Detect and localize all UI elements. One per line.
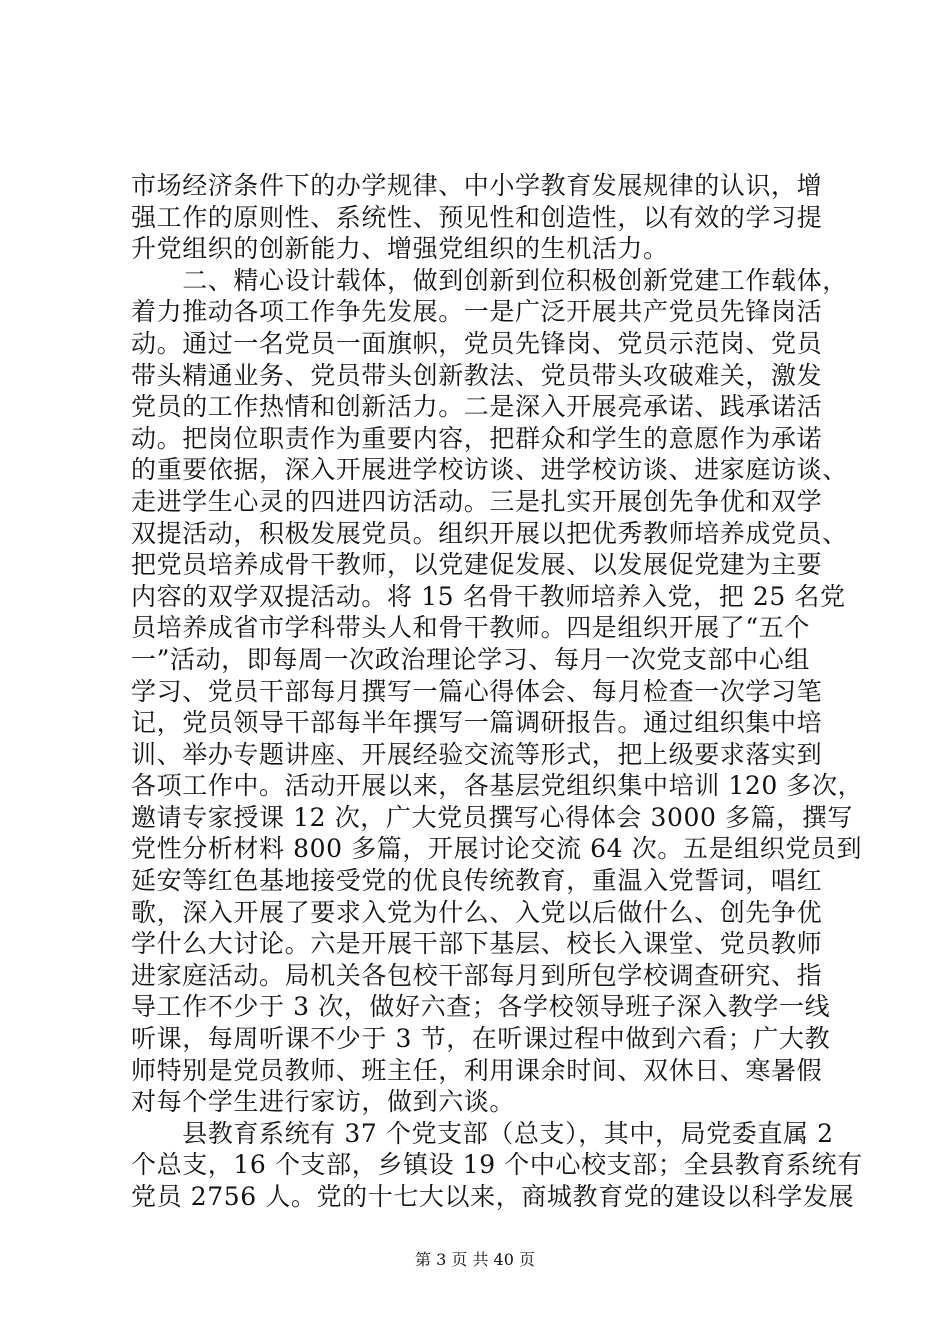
text-line: 记，党员领导干部每半年撰写一篇调研报告。通过组织集中培 bbox=[131, 708, 823, 738]
text-line: 动。通过一名党员一面旗帜，党员先锋岗、党员示范岗、党员 bbox=[131, 328, 823, 358]
text-line: 升党组织的创新能力、增强党组织的生机活力。 bbox=[131, 234, 669, 264]
text-line: 歌，深入开展了要求入党为什么、入党以后做什么、创先争优 bbox=[131, 897, 823, 927]
text-line: 双提活动，积极发展党员。组织开展以把优秀教师培养成党员、 bbox=[131, 518, 848, 548]
text-line: 党员 2756 人。党的十七大以来，商城教育党的建设以科学发展 bbox=[131, 1182, 855, 1211]
text-line: 市场经济条件下的办学规律、中小学教育发展规律的认识，增 bbox=[131, 171, 823, 200]
text-line: 党员的工作热情和创新活力。二是深入开展亮承诺、践承诺活 bbox=[131, 392, 823, 422]
text-line: 走进学生心灵的四进四访活动。三是扎实开展创先争优和双学 bbox=[131, 486, 823, 516]
text-line: 对每个学生进行家访，做到六谈。 bbox=[131, 1087, 516, 1117]
text-line: 把党员培养成骨干教师，以党建促发展、以发展促党建为主要 bbox=[131, 550, 823, 580]
text-line: 强工作的原则性、系统性、预见性和创造性，以有效的学习提 bbox=[131, 202, 823, 232]
text-line: 训、举办专题讲座、开展经验交流等形式，把上级要求落实到 bbox=[131, 739, 823, 769]
text-line: 学什么大讨论。六是开展干部下基层、校长入课堂、党员教师 bbox=[131, 929, 823, 959]
text-line: 延安等红色基地接受党的优良传统教育，重温入党誓词，唱红 bbox=[131, 866, 823, 896]
text-line: 二、精心设计载体，做到创新到位积极创新党建工作载体， bbox=[131, 265, 848, 295]
text-line: 导工作不少于 3 次，做好六查；各学校领导班子深入教学一线 bbox=[131, 992, 831, 1022]
text-line: 县教育系统有 37 个党支部（总支），其中，局党委直属 2 bbox=[131, 1118, 834, 1148]
text-line: 个总支，16 个支部，乡镇设 19 个中心校支部；全县教育系统有 bbox=[131, 1150, 863, 1180]
text-line: 带头精通业务、党员带头创新教法、党员带头攻破难关，激发 bbox=[131, 360, 823, 390]
text-line: 一”活动，即每周一次政治理论学习、每月一次党支部中心组 bbox=[131, 644, 810, 674]
text-line: 进家庭活动。局机关各包校干部每月到所包学校调查研究、指 bbox=[131, 960, 823, 990]
text-line: 动。把岗位职责作为重要内容，把群众和学生的意愿作为承诺 bbox=[131, 423, 823, 453]
text-line: 党性分析材料 800 多篇，开展讨论交流 64 次。五是组织党员到 bbox=[131, 834, 863, 864]
text-line: 内容的双学双提活动。将 15 名骨干教师培养入党，把 25 名党 bbox=[131, 581, 846, 611]
text-line: 着力推动各项工作争先发展。一是广泛开展共产党员先锋岗活 bbox=[131, 297, 823, 327]
text-line: 学习、党员干部每月撰写一篇心得体会、每月检查一次学习笔 bbox=[131, 676, 823, 706]
text-line: 邀请专家授课 12 次，广大党员撰写心得体会 3000 多篇，撰写 bbox=[131, 802, 854, 832]
text-line: 听课，每周听课不少于 3 节，在听课过程中做到六看；广大教 bbox=[131, 1024, 831, 1054]
text-line: 各项工作中。活动开展以来，各基层党组织集中培训 120 多次， bbox=[131, 771, 864, 801]
body-text bbox=[131, 170, 864, 1213]
text-line: 师特别是党员教师、班主任，利用课余时间、双休日、寒暑假 bbox=[131, 1055, 823, 1085]
text-line: 员培养成省市学科带头人和骨干教师。四是组织开展了“五个 bbox=[131, 613, 810, 643]
text-line: 的重要依据，深入开展进学校访谈、进学校访谈、进家庭访谈、 bbox=[131, 455, 848, 485]
page-number-footer: 第 3 页 共 40 页 bbox=[415, 1250, 535, 1269]
